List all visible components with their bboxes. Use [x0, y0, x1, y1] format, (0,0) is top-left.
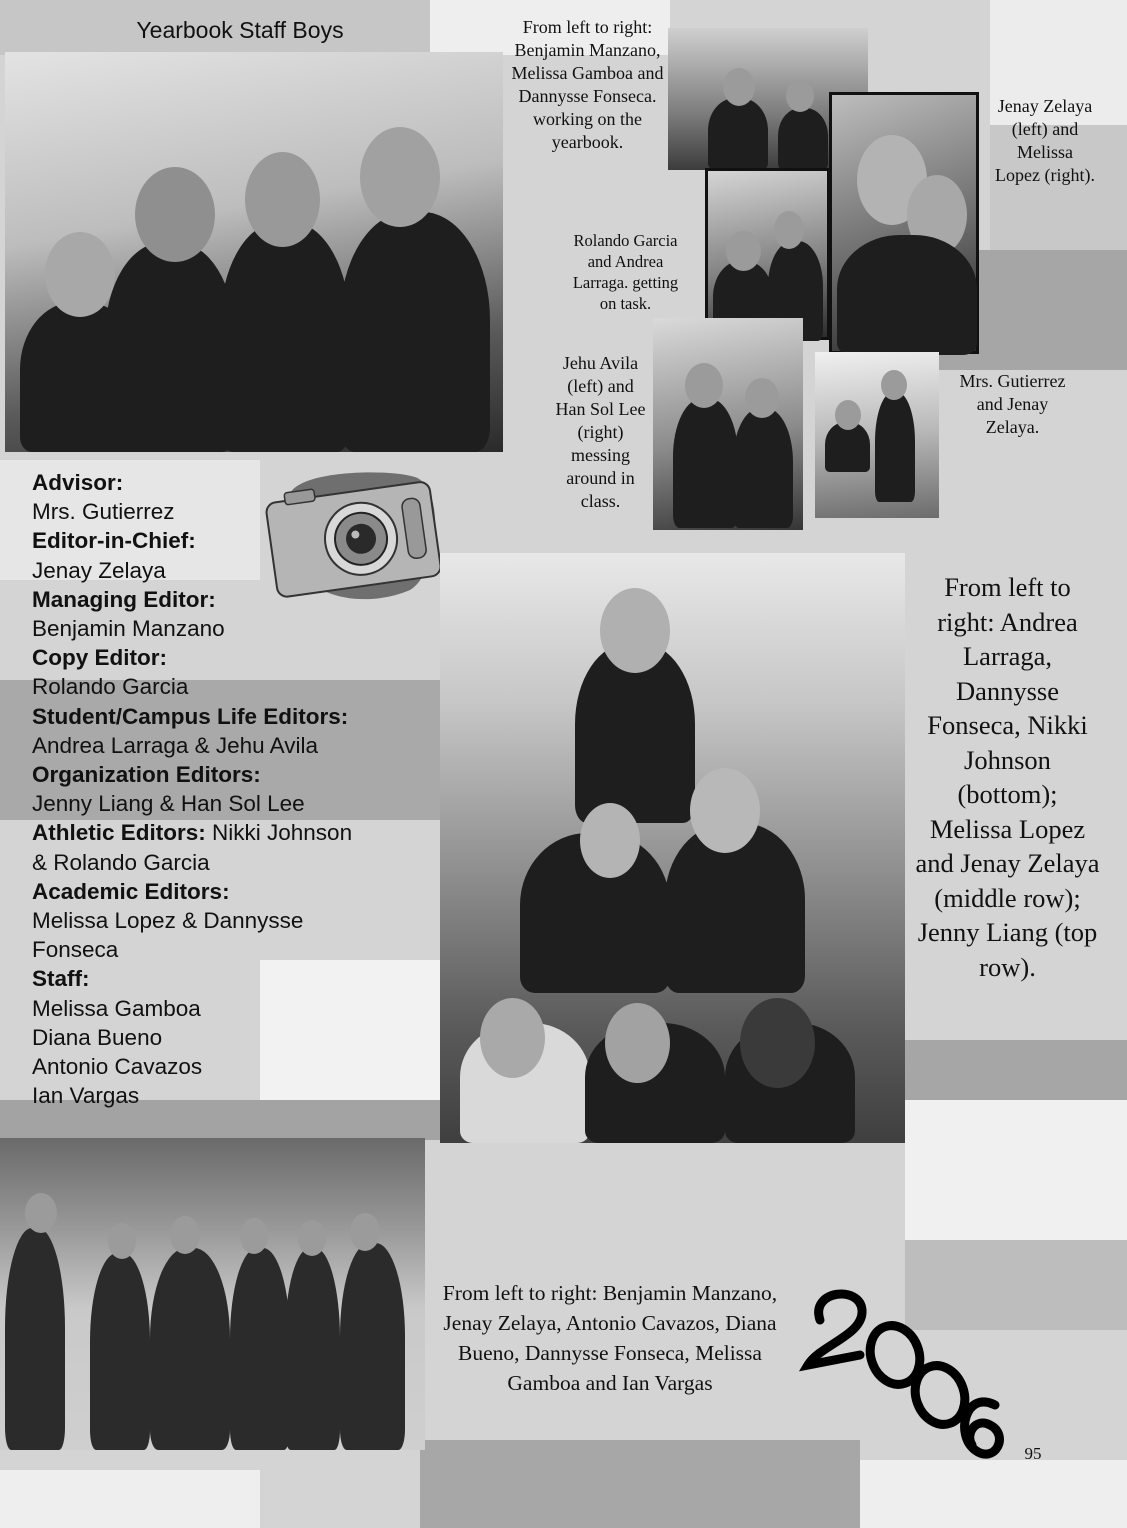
caption-gutierrez-jenay: Mrs. Gutierrez and Jenay Zelaya. — [959, 371, 1066, 437]
year-numerals-graphic — [790, 1285, 1020, 1475]
campus-life-editors-names: Andrea Larraga & Jehu Avila — [32, 732, 319, 758]
photo-jenay-melissa — [829, 92, 979, 354]
athletic-editors-name-1: Nikki Johnson — [205, 820, 353, 846]
photo-group — [0, 1138, 425, 1450]
caption-jehu-hansol: Jehu Avila (left) and Han Sol Lee (right) messing around in class. — [555, 353, 646, 511]
caption-group: From left to right: Benjamin Manzano, Jenay Zelaya, Antonio Cavazos, Diana Bueno, Dannysse Fonseca, Melissa Gamboa and Ian Vargas — [442, 1281, 778, 1395]
academic-editors-label: Academic Editors: — [32, 878, 230, 904]
staff-member: Antonio Cavazos — [32, 1054, 203, 1080]
caption-working-on-yearbook: From left to right: Benjamin Manzano, Melissa Gamboa and Dannysse Fonseca. working on the yearbook. — [511, 17, 664, 152]
photo-human-pyramid — [440, 553, 905, 1143]
staff-member: Diana Bueno — [32, 1024, 163, 1050]
managing-editor-label: Managing Editor: — [32, 586, 216, 612]
caption-rolando-andrea: Rolando Garcia and Andrea Larraga. getting on task. — [572, 231, 679, 313]
bg-block-bottom-left — [0, 1470, 260, 1528]
staff-label: Staff: — [32, 966, 90, 992]
advisor-label: Advisor: — [32, 470, 124, 495]
photo-staff-boys — [5, 52, 503, 452]
editor-in-chief-name: Jenay Zelaya — [32, 557, 166, 583]
page-title: Yearbook Staff Boys — [136, 17, 344, 43]
organization-editors-names: Jenny Liang & Han Sol Lee — [32, 791, 305, 817]
advisor-name: Mrs. Gutierrez — [32, 499, 175, 525]
staff-list — [32, 468, 412, 1110]
copy-editor-name: Rolando Garcia — [32, 674, 189, 700]
bg-block-right-low — [905, 1100, 1127, 1240]
page-number: 95 — [1024, 1444, 1042, 1463]
photo-gutierrez-jenay — [815, 352, 939, 518]
caption-human-pyramid: From left to right: Andrea Larraga, Dannysse Fonseca, Nikki Johnson (bottom); Melissa Lopez and Jenay Zelaya (middle row); Jenny Liang (top row). — [915, 572, 1100, 982]
copy-editor-label: Copy Editor: — [32, 645, 167, 671]
staff-member: Ian Vargas — [32, 1083, 140, 1109]
academic-editors-names-1: Melissa Lopez & Dannysse — [32, 908, 304, 934]
athletic-editors-line — [32, 818, 412, 847]
athletic-editors-label: Athletic Editors: — [32, 820, 206, 846]
managing-editor-name: Benjamin Manzano — [32, 616, 225, 642]
academic-editors-names-2: Fonseca — [32, 937, 119, 963]
photo-rolando-andrea — [705, 168, 830, 340]
photo-jehu-hansol — [653, 318, 803, 530]
bg-block-right-mid — [905, 1040, 1127, 1100]
editor-in-chief-label: Editor-in-Chief: — [32, 528, 196, 554]
staff-member: Melissa Gamboa — [32, 995, 201, 1021]
year-numerals — [790, 1285, 1020, 1475]
campus-life-editors-label: Student/Campus Life Editors: — [32, 703, 349, 729]
organization-editors-label: Organization Editors: — [32, 762, 261, 788]
athletic-editors-name-2: & Rolando Garcia — [32, 849, 210, 875]
caption-jenay-melissa: Jenay Zelaya (left) and Melissa Lopez (right). — [995, 96, 1095, 185]
